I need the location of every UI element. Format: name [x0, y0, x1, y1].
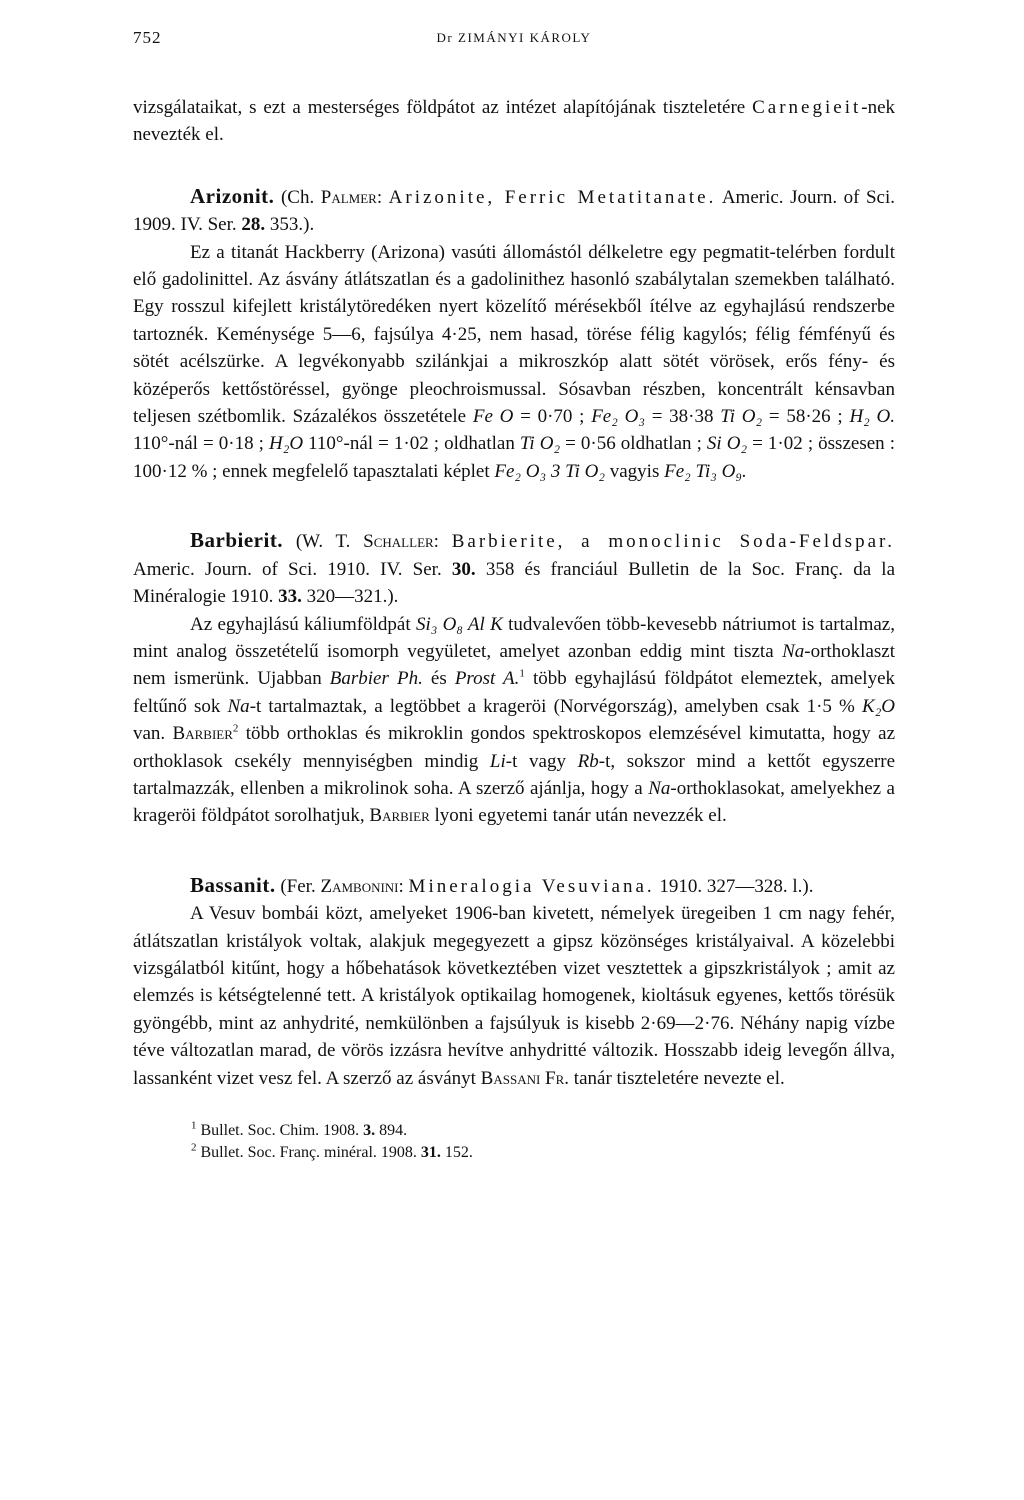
page — [133, 28, 895, 1164]
barbierit-heading: Barbierit. (W. T. Schaller: Barbierite, a monoclinic Soda-Feldspar. Americ. Journ. of Sci. 1910. IV. Ser. 30. 358 és franciául Bulletin de la Soc. Franç. da la Minéralogie 1910. 33. 320—321.). — [133, 528, 896, 608]
author-zambonini: Zambonini: — [320, 875, 404, 897]
ref-title: Arizonite, Ferric Metatitanate. — [388, 186, 717, 208]
entry-title-arizonit: Arizonit. — [190, 183, 275, 208]
bassanit-body: A Vesuv bombái közt, amelyeket 1906-ban kivetett, némelyek üregeiben 1 cm nagy fehér, átlátszatlan kristályok voltak, alakjuk megegyezett a gipsz közönséges kristályaival. A közelebbi vizsgálatból kitűnt, hogy a hőbehatások következtében vizet vesztettek a gipszkristályok ; amit az elemzés is kétségtelenné tett. A kristályok optikailag homogenek, kioltásuk egyenes, kettős törésük gyöngébb, mint az anhydrité, nemkülönben a fajsúlyuk is kisebb 2·69—2·76. Néhány napig vízbe téve változatlan marad, de vörös izzásra hevítve anhydritté változik. Hosszabb ideig levegőn állva, lassanként vizet vesz fel. A szerző az ásványt Bassani Fr. tanár tiszteletére nevezte el. — [133, 903, 895, 1089]
author-palmer: Palmer: — [320, 186, 383, 208]
barbierit-body: Az egyhajlású káliumföldpát Si₃ O₈ Al K tudvalevően több-kevesebb nátriumot is tartalmaz, mint analog összetételű isomorph vegyületet, amelyet azonban eddig mint tiszta Na-orthoklaszt nem ismerünk. Ujabban Barbier Ph. és Prost A.$^1$ több egyhajlású földpátot elemeztek, amelyek feltűnő sok Na-t tartalmaztak, a legtöbbet a krageröi (Norvégország), amelyben csak 1·5 % K₂O van. Barbier$^2$ több orthoklas és mikroklin gondos spektroskopos elemzésével kimutatta, hogy az orthoklasok csekély mennyiségben mindig Li-t vagy Rb-t, sokszor mind a kettőt egyszerre tartalmazzák, ellenben a mikrolinok soha. A szerző ajánlja, hogy a Na-orthoklasokat, amelyekhez a krageröi földpátot sorolhatjuk, Barbier lyoni egyetemi tanár után nevezzék el. — [133, 613, 896, 827]
intro-paragraph: vizsgálataikat, s ezt a mesterséges földpátot az intézet alapítójának tiszteletére Carnegieit-nek nevezték el. — [133, 97, 896, 146]
arizonit-body: Ez a titanát Hackberry (Arizona) vasúti állomástól délkeletre egy pegmatit-telérben fordult elő gadolinittel. Az ásvány átlátszatlan és a gadolinithez hasonló szabálytalan szemekben található. Egy rosszul kifejlett kristálytöredéken nyert közelítő mérésekből ítélve az egyhajlású rendszerbe tartoznék. Keménysége 5—6, fajsúlya 4·25, nem hasad, törése félig kagylós; félig fémfényű és sötét acélszürke. A legvékonyabb szilánkjai a mikroszkóp alatt sötét vörösek, erős fény- és középerős kettőstöréssel, gyönge pleochroismussal. Sósavban részben, koncentrált kénsavban teljesen szétbomlik. Százalékos összetétele Fe O = 0·70 ; Fe₂ O₃ = 38·38 Ti O₂ = 58·26 ; H₂ O. 110°-nál = 0·18 ; H₂O 110°-nál = 1·02 ; oldhatlan Ti O₂ = 0·56 oldhatlan ; Si O₂ = 1·02 ; összesen : 100·12 % ; ennek megfelelő tapasztalati képlet Fe₂ O₃ 3 Ti O₂ vagyis Fe₂ Ti₃ O₉. — [133, 241, 895, 482]
page-number: 752 — [133, 28, 162, 47]
arizonit-heading: Arizonit. (Ch. Palmer: Arizonite, Ferric Metatitanate. Americ. Journ. of Sci. 1909. IV. Ser. 28. 353.). — [133, 183, 896, 236]
footnote-ref-1: 1 — [519, 667, 525, 680]
footnote-ref-2: 2 — [232, 722, 239, 735]
bassanit-heading: Bassanit. (Fer. Zambonini: Mineralogia Vesuviana. 1910. 327—328. l.). — [190, 872, 814, 897]
entry-title-barbierit: Barbierit. — [190, 528, 284, 553]
footnotes — [133, 1120, 895, 1164]
formula: Fe₂ Ti₃ O₉. — [664, 460, 747, 482]
ref-title: Mineralogia Vesuviana. — [408, 875, 655, 897]
ref-title: Barbierite, a monoclinic Soda-Feldspar. — [451, 531, 896, 553]
entry-title-bassanit: Bassanit. — [190, 872, 276, 897]
name-carnegieit: Carnegieit — [752, 97, 862, 118]
running-head: Dr ZIMÁNYI KÁROLY — [436, 30, 592, 45]
footnote-2: $^2$ Bullet. Soc. Franç. minéral. 1908. 31. 152. — [191, 1141, 473, 1161]
formula: Fe₂ O₃ 3 Ti O₂ — [494, 460, 605, 482]
footnote-1: $^1$ Bullet. Soc. Chim. 1908. 3. 894. — [191, 1119, 408, 1139]
page-header — [133, 28, 895, 58]
author-schaller: Schaller: — [363, 531, 439, 553]
